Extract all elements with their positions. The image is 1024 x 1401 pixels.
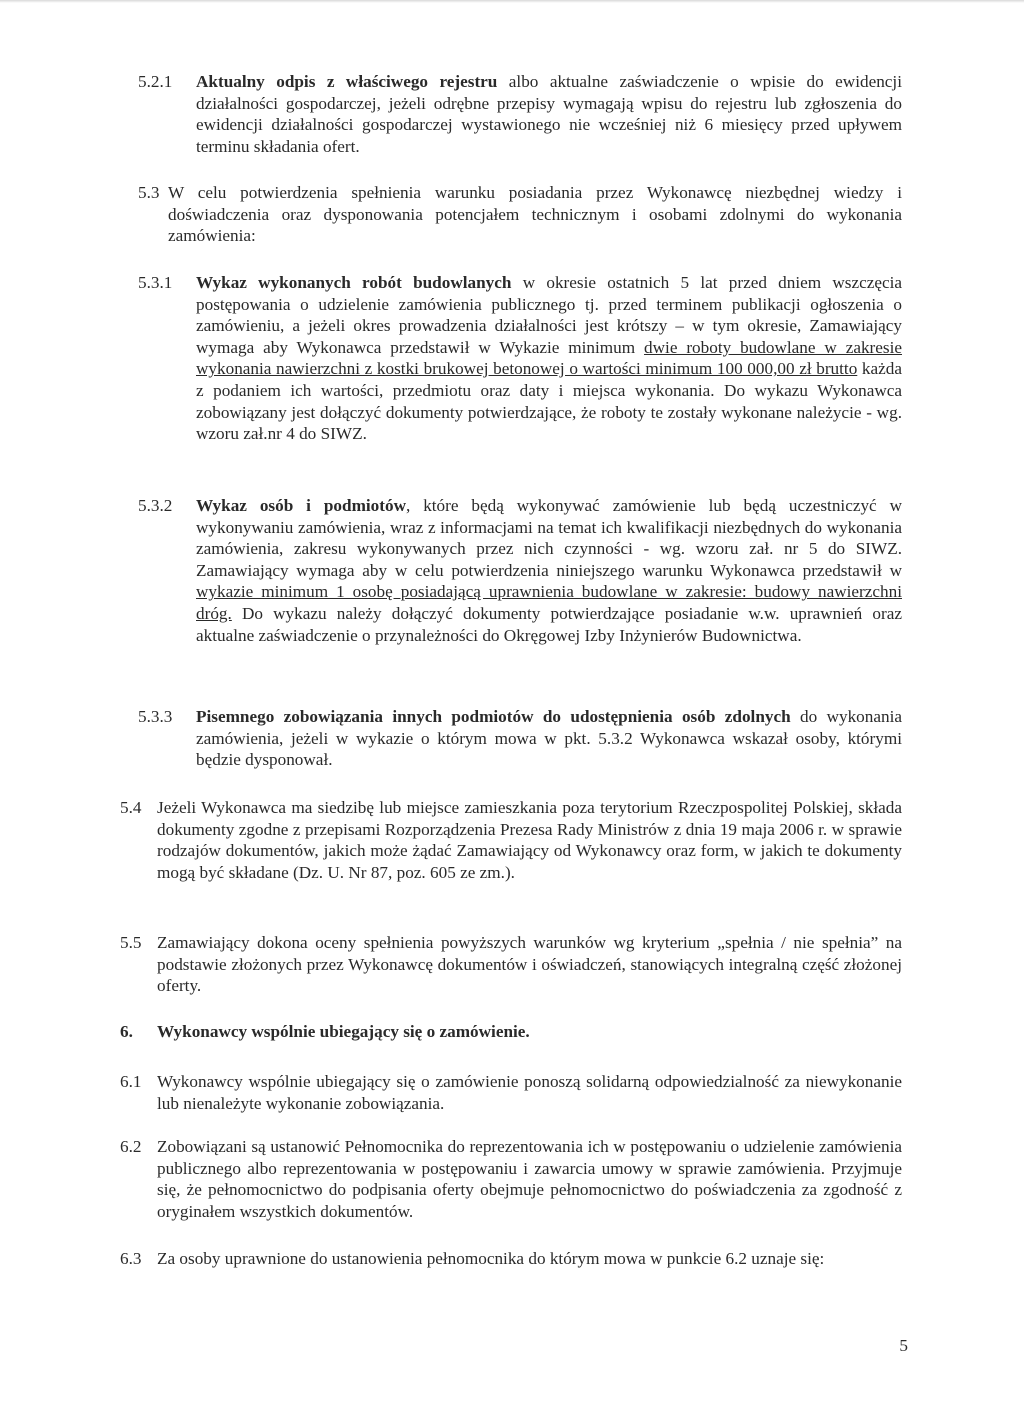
section-number-5-3: 5.3 (138, 183, 160, 202)
section-number-6: 6. (120, 1022, 133, 1041)
paragraph-5-3-2-text-a: , które będą wykonywać zamówienie lub będą uczestniczyć w wykonywaniu zamówienia, wraz z informacjami na temat ich kwalifikacji niezbędnych do wykonania zamówienia, zakresu wykonywanych przez nich czynności - wg. wzoru zał. nr 5 do SIWZ. Zamawiający wymaga aby w celu potwierdzenia niniejszego warunku Wykonawca przedstawił w (196, 496, 902, 580)
paragraph-5-3-1 (196, 272, 902, 445)
paragraph-5-3-3 (196, 706, 902, 771)
paragraph-5-3-2-text-b: Do wykazu należy dołączyć dokumenty potwierdzające posiadanie w.w. uprawnień oraz aktualne zaświadczenie o przynależności do Okręgowej Izby Inżynierów Budownictwa. (196, 603, 902, 645)
paragraph-5-4: Jeżeli Wykonawca ma siedzibę lub miejsce zamieszkania poza terytorium Rzeczpospolitej Polskiej, składa dokumenty zgodne z przepisami Rozporządzenia Prezesa Rady Ministrów z dnia 19 maja 2006 r. w sprawie rodzajów dokumentów, jakich może żądać Zamawiający od Wykonawcy oraz form, w jakich te dokumenty mogą być składane (Dz. U. Nr 87, poz. 605 ze zm.). (157, 798, 902, 882)
paragraph-5-2-1 (196, 71, 902, 157)
paragraph-5-3-3-heading: Pisemnego zobowiązania innych podmiotów do udostępnienia osób zdolnych (196, 707, 791, 726)
paragraph-6-3: Za osoby uprawnione do ustanowienia pełnomocnika do którym mowa w punkcie 6.2 uznaje się: (157, 1249, 825, 1268)
paragraph-5-3-2-heading: Wykaz osób i podmiotów (196, 496, 406, 515)
page-number: 5 (899, 1336, 908, 1355)
paragraph-5-3-1-underlined: dwie roboty budowlane w zakresie wykonania nawierzchni z kostki brukowej betonowej o wartości minimum 100 000,00 zł brutto (196, 337, 902, 379)
section-number-5-5: 5.5 (120, 933, 142, 952)
section-number-6-2: 6.2 (120, 1137, 142, 1156)
section-number-6-3: 6.3 (120, 1249, 142, 1268)
section-title-6: Wykonawcy wspólnie ubiegający się o zamówienie. (157, 1022, 530, 1041)
scan-edge (0, 0, 1024, 3)
section-number-5-4: 5.4 (120, 798, 142, 817)
paragraph-5-2-1-heading: Aktualny odpis z właściwego rejestru (196, 72, 498, 91)
paragraph-6-2: Zobowiązani są ustanowić Pełnomocnika do reprezentowania ich w postępowaniu o udzielenie zamówienia publicznego albo reprezentowania w postępowaniu i zawarcia umowy w sprawie zamówienia. Przyjmuje się, że pełnomocnictwo do podpisania oferty obejmuje pełnomocnictwo do poświadczenia za zgodność z oryginałem wszystkich dokumentów. (157, 1137, 902, 1221)
section-number-5-3-3: 5.3.3 (138, 707, 173, 726)
paragraph-5-3: W celu potwierdzenia spełnienia warunku posiadania przez Wykonawcę niezbędnej wiedzy i doświadczenia oraz dysponowania potencjałem technicznym i osobami zdolnymi do wykonania zamówienia: (168, 183, 902, 246)
paragraph-5-3-1-text-a: w okresie ostatnich 5 lat przed dniem wszczęcia postępowania o udzielenie zamówienia publicznego tj. przed terminem publikacji ogłoszenia o zamówieniu, a jeżeli okres prowadzenia działalności jest krótszy – w tym okresie, Zamawiający wymaga aby Wykonawca przedstawił w Wykazie minimum (196, 273, 902, 357)
paragraph-5-2-1-text: albo aktualne zaświadczenie o wpisie do ewidencji działalności gospodarczej, jeżeli odrębne przepisy wymagają wpisu do rejestru lub zgłoszenia do ewidencji działalności gospodarczej wystawionego nie wcześniej niż 6 miesięcy przed upływem terminu składania ofert. (196, 72, 902, 156)
paragraph-6-1: Wykonawcy wspólnie ubiegający się o zamówienie ponoszą solidarną odpowiedzialność za niewykonanie lub nienależyte wykonanie zobowiązania. (157, 1072, 902, 1113)
paragraph-5-5: Zamawiający dokona oceny spełnienia powyższych warunków wg kryterium „spełnia / nie spełnia” na podstawie złożonych przez Wykonawcę dokumentów i oświadczeń, stanowiących integralną część złożonej oferty. (157, 933, 902, 996)
paragraph-5-3-2-underlined: wykazie minimum 1 osobę posiadającą uprawnienia budowlane w zakresie: budowy nawierzchni dróg. (196, 582, 902, 623)
section-number-5-3-2: 5.3.2 (138, 496, 173, 515)
paragraph-5-3-2 (196, 495, 902, 646)
paragraph-5-3-3-text: do wykonania zamówienia, jeżeli w wykazie o którym mowa w pkt. 5.3.2 Wykonawca wskazał osoby, którymi będzie dysponował. (196, 707, 902, 770)
section-number-5-2-1: 5.2.1 (138, 72, 173, 91)
paragraph-5-3-1-text-b: każda z podaniem ich wartości, przedmiotu oraz daty i miejsca wykonania. Do wykazu Wykonawca zobowiązany jest dołączyć dokumenty potwierdzające, że roboty te zostały wykonane należycie - wg. wzoru zał.nr 4 do SIWZ. (196, 359, 903, 444)
paragraph-5-3-1-heading: Wykaz wykonanych robót budowlanych (196, 273, 512, 292)
section-number-6-1: 6.1 (120, 1072, 142, 1091)
section-number-5-3-1: 5.3.1 (138, 273, 173, 292)
